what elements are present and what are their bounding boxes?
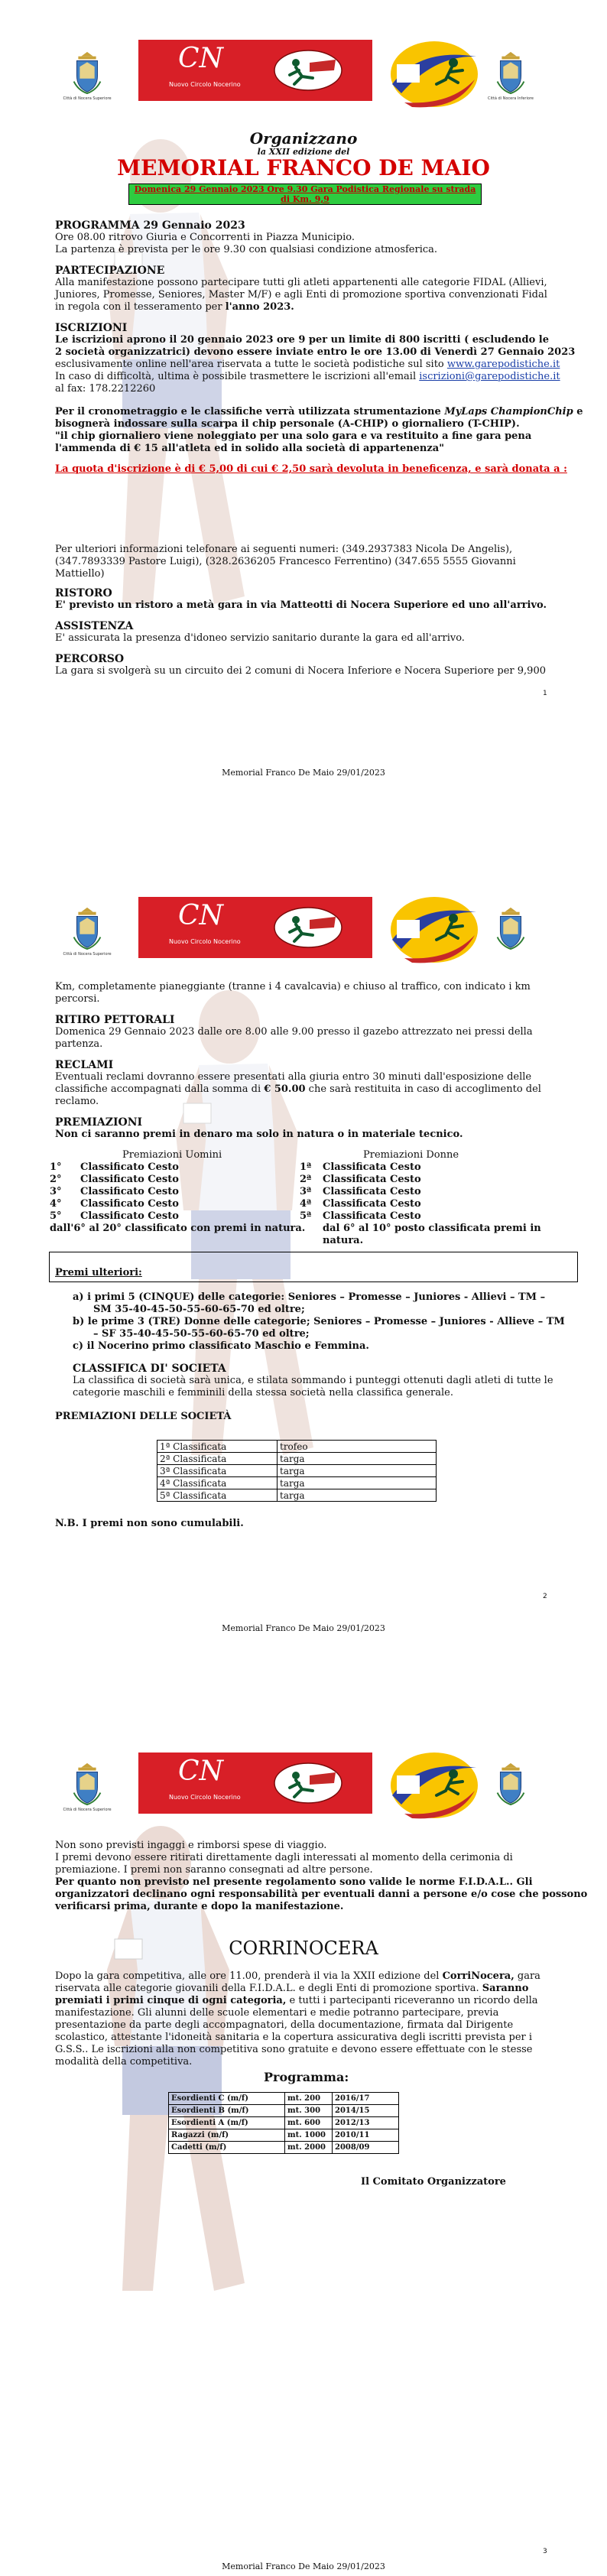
corrinocera-line: manifestazione. Gli alunni delle scuole elementari e medie potranno partecipare, previa bbox=[55, 2007, 499, 2019]
premiazioni-donne-heading: Premiazioni Donne bbox=[363, 1149, 459, 1161]
regolamento-line: I premi devono essere ritirati direttamente dagli interessati al momento della cerimonia di bbox=[55, 1852, 513, 1863]
corrinocera-line: scolastico, attestante l'idoneità sanitaria e la copertura assicurativa degli iscritti prevista per i bbox=[55, 2032, 533, 2043]
iscrizioni-line: 2 società organizzatrici) devono essere inviate entro le ore 13.00 di Venerdì 27 Gennaio 2023 bbox=[55, 346, 576, 358]
corrinocera-line: premiati i primi cinque di ogni categoria, e tutti i partecipanti riceveranno un ricordo della bbox=[55, 1995, 538, 2006]
classifica-societa-line: La classifica di società sarà unica, e stilata sommando i punteggi ottenuti dagli atleti di tutte le bbox=[73, 1375, 553, 1386]
percorso-line: Km, completamente pianeggiante (tranne i 4 cavalcavia) e chiuso al traffico, con indicato i km bbox=[55, 981, 531, 992]
men-prize-row: 1° Classificato Cesto bbox=[50, 1161, 179, 1173]
percorso-line: La gara si svolgerà su un circuito dei 2 comuni di Nocera Inferiore e Nocera Superiore per 9,900 bbox=[55, 665, 546, 677]
ritiro-line: Domenica 29 Gennaio 2023 dalle ore 8.00 alle 9.00 presso il gazebo attrezzato nei pressi della bbox=[55, 1026, 533, 1038]
regolamento-line: Non sono previsti ingaggi e rimborsi spese di viaggio. bbox=[55, 1840, 327, 1851]
ritiro-line: partenza. bbox=[55, 1038, 103, 1050]
premi-ulteriori-heading: Premi ulteriori: bbox=[55, 1267, 142, 1278]
table-row: 4ª Classificata targa bbox=[157, 1477, 437, 1489]
nocera-inferiore-crest bbox=[495, 1760, 526, 1806]
circolo-name: Nuovo Circolo Nocerino bbox=[169, 81, 241, 88]
reclami-line: reclamo. bbox=[55, 1096, 99, 1107]
women-prize-row: 4ª Classificata Cesto bbox=[300, 1198, 421, 1210]
men-prize-row: 2° Classificato Cesto bbox=[50, 1174, 179, 1185]
page-footer: Memorial Franco De Maio 29/01/2023 bbox=[222, 1623, 385, 1633]
iscrizioni-email-link[interactable]: iscrizioni@garepodistiche.it bbox=[419, 371, 560, 382]
edition-subtitle: la XXII edizione del bbox=[257, 147, 350, 157]
reclami-line: classifiche accompagnati dalla somma di € 50.00 che sarà restituita in caso di accoglimento del bbox=[55, 1083, 541, 1095]
nocera-inferiore-crest bbox=[495, 905, 526, 950]
table-row: 3ª Classificata targa bbox=[157, 1465, 437, 1477]
comitato-organizzatore: Il Comitato Organizzatore bbox=[361, 2176, 506, 2188]
organizzano-heading: Organizzano bbox=[249, 129, 358, 148]
corrinocera-title: CORRINOCERA bbox=[229, 1938, 378, 1959]
ulteriori-item: c) il Nocerino primo classificato Maschio e Femmina. bbox=[73, 1340, 369, 1352]
ristoro-heading: RISTORO bbox=[55, 587, 112, 599]
runners-association-logo bbox=[273, 49, 346, 93]
table-row: Esordienti A (m/f) mt. 600 2012/13 bbox=[169, 2117, 399, 2129]
programma-table bbox=[168, 2092, 399, 2154]
page-number: 3 bbox=[543, 2548, 547, 2555]
nocera-superiore-crest bbox=[72, 905, 102, 950]
iscrizioni-heading: ISCRIZIONI bbox=[55, 322, 128, 334]
assistenza-line: E' assicurata la presenza d'idoneo servizio sanitario durante la gara ed all'arrivo. bbox=[55, 632, 465, 644]
partecipazione-line: Juniores, Promesse, Seniores, Master M/F) e agli Enti di promozione sportiva convenzionati Fidal bbox=[55, 289, 547, 300]
page-3 bbox=[0, 1717, 607, 2576]
table-row: Cadetti (m/f) mt. 2000 2008/09 bbox=[169, 2142, 399, 2154]
partecipazione-heading: PARTECIPAZIONE bbox=[55, 265, 165, 277]
table-row: 5ª Classificata targa bbox=[157, 1489, 437, 1502]
crest-left-caption: Città di Nocera Superiore bbox=[63, 952, 112, 957]
nocera-inferiore-crest bbox=[495, 49, 526, 95]
chip-line: "il chip giornaliero viene noleggiato per una solo gara e va restituito a fine gara pena bbox=[55, 430, 532, 442]
crest-right-caption: Città di Nocera Inferiore bbox=[488, 96, 534, 101]
women-prize-row: 5ª Classificata Cesto bbox=[300, 1210, 421, 1222]
nocera-superiore-crest bbox=[72, 49, 102, 95]
table-row: 1ª Classificata trofeo bbox=[157, 1441, 437, 1453]
ritiro-heading: RITIRO PETTORALI bbox=[55, 1014, 175, 1026]
regolamento-line: Per quanto non previsto nel presente regolamento sono valide le norme F.I.D.A.L.. Gli bbox=[55, 1876, 533, 1888]
classifica-societa-line: categorie maschili e femminili della stessa società nella classifica generale. bbox=[73, 1387, 454, 1398]
men-prize-row: 4° Classificato Cesto bbox=[50, 1198, 179, 1210]
table-row: Ragazzi (m/f) mt. 1000 2010/11 bbox=[169, 2129, 399, 2142]
table-row: 2ª Classificata targa bbox=[157, 1453, 437, 1465]
corrinocera-line: riservata alle categorie giovanili della F.I.D.A.L. e degli Enti di promozione sportiva. Saranno bbox=[55, 1983, 529, 1994]
crest-left-caption: Città di Nocera Superiore bbox=[63, 96, 112, 101]
circolo-monogram: CN bbox=[178, 43, 224, 74]
corrinocera-line: Dopo la gara competitiva, alle ore 11.00, prenderà il via la XXII edizione del CorriNocera, gara bbox=[55, 1970, 540, 1982]
partecipazione-line: Alla manifestazione possono partecipare tutti gli atleti appartenenti alle categorie FIDAL (Allievi, bbox=[55, 277, 547, 288]
nuovo-circolo-banner bbox=[138, 897, 372, 958]
classifica-societa-heading: CLASSIFICA DI' SOCIETA bbox=[73, 1363, 226, 1375]
regolamento-line: organizzatori declinano ogni responsabilità per eventuali danni a persone e/o cose che possono bbox=[55, 1889, 588, 1900]
runners-association-logo bbox=[273, 1762, 346, 1806]
programma-line: La partenza è prevista per le ore 9.30 con qualsiasi condizione atmosferica. bbox=[55, 244, 438, 255]
premiazioni-societa-heading: PREMIAZIONI DELLE SOCIETÀ bbox=[55, 1411, 232, 1422]
page-number: 2 bbox=[543, 1593, 547, 1600]
women-prize-row: 1ª Classificata Cesto bbox=[300, 1161, 421, 1173]
programma-heading: PROGRAMMA 29 Gennaio 2023 bbox=[55, 219, 245, 232]
reclami-line: Eventuali reclami dovranno essere presentati alla giuria entro 30 minuti dall'esposizione delle bbox=[55, 1071, 532, 1083]
ulteriori-item: b) le prime 3 (TRE) Donne delle categorie; Seniores – Promesse – Juniores - Allieve – TM bbox=[73, 1316, 565, 1327]
chip-line: bisognerà indossare sulla scarpa il chip personale (A-CHIP) o giornaliero (T-CHIP). bbox=[55, 418, 520, 430]
page-footer: Memorial Franco De Maio 29/01/2023 bbox=[222, 2561, 385, 2571]
runners-association-logo bbox=[273, 906, 346, 950]
premiazioni-note: Non ci saranno premi in denaro ma solo in natura o in materiale tecnico. bbox=[55, 1129, 463, 1140]
ulteriori-item: – SF 35-40-45-50-55-60-65-70 ed oltre; bbox=[93, 1328, 310, 1340]
crest-left-caption: Città di Nocera Superiore bbox=[63, 1808, 112, 1812]
page-footer: Memorial Franco De Maio 29/01/2023 bbox=[222, 768, 385, 778]
percorso-heading: PERCORSO bbox=[55, 653, 125, 665]
nocera-superiore-crest bbox=[72, 1760, 102, 1806]
nb-note: N.B. I premi non sono cumulabili. bbox=[55, 1518, 244, 1529]
iscrizioni-line: esclusivamente online nell'area riservata a tutte le società podistiche sul sito www.garepodistiche.it bbox=[55, 359, 560, 370]
premiazioni-heading: PREMIAZIONI bbox=[55, 1116, 143, 1129]
regolamento-line: premiazione. I premi non saranno consegnati ad altre persone. bbox=[55, 1864, 373, 1876]
programma-line: Ore 08.00 ritrovo Giuria e Concorrenti in Piazza Municipio. bbox=[55, 232, 355, 243]
info-line: Mattiello) bbox=[55, 568, 105, 580]
assistenza-heading: ASSISTENZA bbox=[55, 620, 134, 632]
info-line: Per ulteriori informazioni telefonare ai seguenti numeri: (349.2937383 Nicola De Angelis), bbox=[55, 544, 513, 555]
nuovo-circolo-banner bbox=[138, 40, 372, 101]
circolo-monogram: CN bbox=[178, 1756, 224, 1787]
percorso-line: percorsi. bbox=[55, 993, 100, 1005]
women-prize-extra: dal 6° al 10° posto classificata premi in bbox=[323, 1223, 541, 1234]
partecipazione-line: in regola con il tesseramento per l'anno 2023. bbox=[55, 301, 294, 313]
women-prize-row: 2ª Classificata Cesto bbox=[300, 1174, 421, 1185]
nuovo-circolo-banner bbox=[138, 1753, 372, 1814]
page-1 bbox=[0, 0, 607, 859]
ulteriori-item: a) i primi 5 (CINQUE) delle categorie: Seniores – Promesse – Juniores - Allievi – TM – bbox=[73, 1291, 546, 1303]
programma-title: Programma: bbox=[264, 2070, 349, 2084]
iscrizioni-fax: al fax: 178.2212260 bbox=[55, 383, 156, 395]
corrinocera-line: modalità della competitiva. bbox=[55, 2056, 193, 2068]
iscrizioni-line: Le iscrizioni aprono il 20 gennaio 2023 ore 9 per un limite di 800 iscritti ( escludendo le bbox=[55, 334, 549, 346]
iscrizioni-line: In caso di difficoltà, ultima è possibile trasmettere le iscrizioni all'email iscrizioni@garepodistiche.it bbox=[55, 371, 560, 382]
ristoro-line: E' previsto un ristoro a metà gara in via Matteotti di Nocera Superiore ed uno all'arrivo. bbox=[55, 599, 547, 611]
ulteriori-item: SM 35-40-45-50-55-60-65-70 ed oltre; bbox=[93, 1304, 305, 1315]
runner-watermark bbox=[92, 981, 398, 1516]
event-date-bar: Domenica 29 Gennaio 2023 Ore 9.30 Gara Podistica Regionale su strada di Km. 9,9 bbox=[128, 184, 482, 205]
regolamento-line: verificarsi prima, durante e dopo la manifestazione. bbox=[55, 1901, 344, 1912]
page-number: 1 bbox=[543, 690, 547, 697]
memorial-title: MEMORIAL FRANCO DE MAIO bbox=[117, 155, 490, 180]
premiazioni-uomini-heading: Premiazioni Uomini bbox=[122, 1149, 222, 1161]
page-2 bbox=[0, 859, 607, 1717]
circolo-name: Nuovo Circolo Nocerino bbox=[169, 938, 241, 945]
quota-iscrizione: La quota d'iscrizione è di € 5,00 di cui € 2,50 sarà devoluta in beneficenza, e sarà donata a : bbox=[55, 463, 567, 475]
corrinocera-line: presentazione da parte degli accompagnatori, della documentazione, firmata dal Dirigente bbox=[55, 2019, 514, 2031]
mhm-logo bbox=[389, 40, 479, 109]
men-prize-extra: dall'6° al 20° classificato con premi in natura. bbox=[50, 1223, 306, 1234]
women-prize-row: 3ª Classificata Cesto bbox=[300, 1186, 421, 1197]
table-row: Esordienti C (m/f) mt. 200 2016/17 bbox=[169, 2093, 399, 2105]
chip-line: Per il cronometraggio e le classifiche verrà utilizzata strumentazione MyLaps ChampionChip e bbox=[55, 406, 583, 417]
runner-watermark bbox=[23, 130, 329, 665]
info-line: (347.7893339 Pastore Luigi), (328.2636205 Francesco Ferrentino) (347.655 5555 Giovanni bbox=[55, 556, 516, 567]
circolo-name: Nuovo Circolo Nocerino bbox=[169, 1794, 241, 1801]
garepodistiche-link[interactable]: www.garepodistiche.it bbox=[446, 359, 560, 370]
chip-line: l'ammenda di € 15 all'atleta ed in solido alla società di appartenenza" bbox=[55, 443, 444, 454]
mhm-logo bbox=[389, 895, 479, 964]
corrinocera-line: G.S.S.. Le iscrizioni alla non competitiva sono gratuite e devono essere effettuate con le stesse bbox=[55, 2044, 533, 2055]
circolo-monogram: CN bbox=[178, 900, 224, 931]
societa-prize-table bbox=[157, 1440, 437, 1502]
women-prize-extra: natura. bbox=[323, 1235, 364, 1246]
mhm-logo bbox=[389, 1751, 479, 1820]
table-row: Esordienti B (m/f) mt. 300 2014/15 bbox=[169, 2105, 399, 2117]
reclami-heading: RECLAMI bbox=[55, 1059, 114, 1071]
men-prize-row: 5° Classificato Cesto bbox=[50, 1210, 179, 1222]
men-prize-row: 3° Classificato Cesto bbox=[50, 1186, 179, 1197]
